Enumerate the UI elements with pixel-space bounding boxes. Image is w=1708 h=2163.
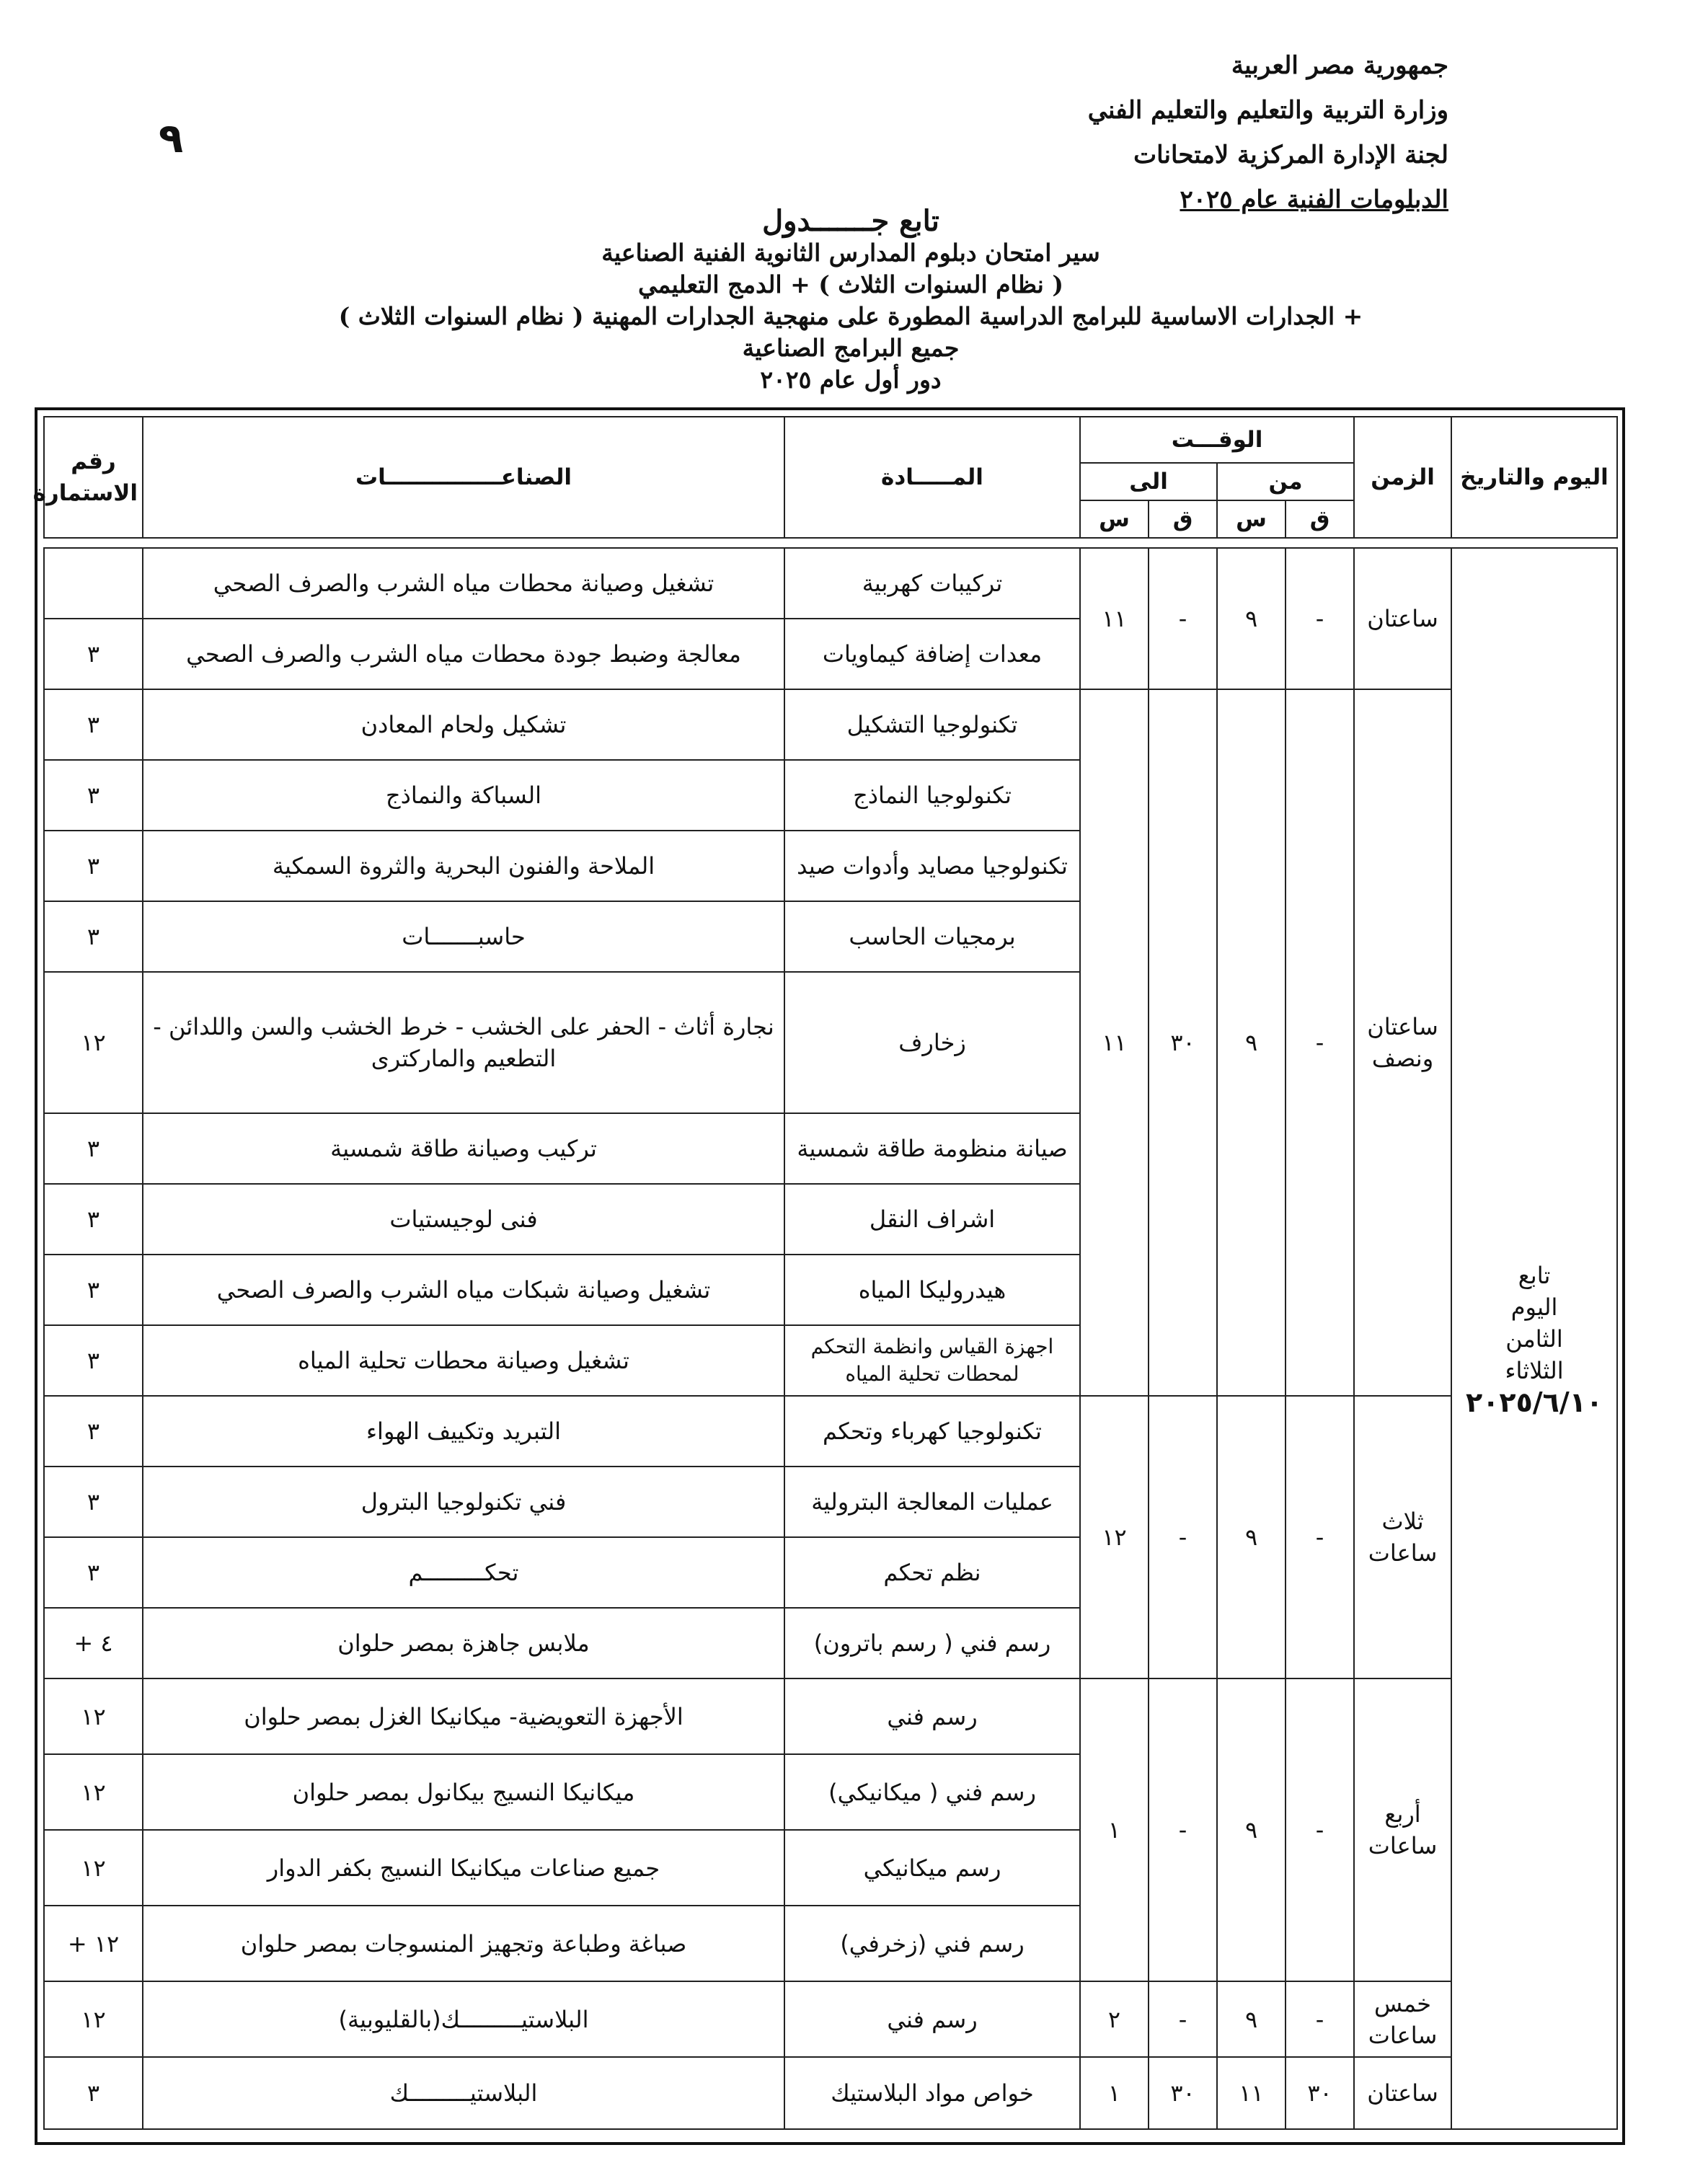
form-number-cell: ١٢ [44, 972, 143, 1113]
header-line: وزارة التربية والتعليم والتعليم الفني [1087, 96, 1448, 125]
industry-cell: نجارة أثاث - الحفر على الخشب - خرط الخشب والسن واللدائن - التطعيم والماركترى [143, 972, 784, 1113]
subject-cell: رسم فني [784, 1678, 1080, 1754]
subject-cell: هيدروليكا المياه [784, 1255, 1080, 1325]
title-line: دور أول عام ٢٠٢٥ [760, 366, 942, 394]
header-form-number: رقم الاستمارة [44, 417, 143, 538]
industry-cell: تشغيل وصيانة محطات تحلية المياه [143, 1325, 784, 1396]
day-date: ٢٠٢٥/٦/١٠ [1465, 1386, 1603, 1418]
form-number-cell: ٤ + [44, 1608, 143, 1678]
form-number-cell: ٣ [44, 1184, 143, 1255]
header-line: الدبلومات الفنية عام ٢٠٢٥ [1180, 185, 1448, 214]
from-minute-cell: - [1286, 1981, 1354, 2057]
to-minute-cell: - [1149, 1678, 1217, 1981]
industry-cell: تشكيل ولحام المعادن [143, 689, 784, 760]
industry-cell: فنى لوجيستيات [143, 1184, 784, 1255]
duration-cell: أربع ساعات [1354, 1678, 1451, 1981]
form-number-cell: ٣ [44, 901, 143, 972]
industry-cell: تركيب وصيانة طاقة شمسية [143, 1113, 784, 1184]
subject-cell: اجهزة القياس وانظمة التحكم لمحطات تحلية المياه [784, 1325, 1080, 1396]
day-line: اليوم [1510, 1293, 1558, 1321]
header-industries: الصناعـــــــــــــــات [143, 417, 784, 538]
duration-cell: خمس ساعات [1354, 1981, 1451, 2057]
to-hour-cell: ١١ [1080, 689, 1149, 1396]
title-line: سير امتحان دبلوم المدارس الثانوية الفنية الصناعية [601, 239, 1100, 267]
page-number: ٩ [159, 115, 184, 162]
form-number-cell: ٣ [44, 760, 143, 831]
to-hour-cell: ١ [1080, 1678, 1149, 1981]
to-hour-cell: ١٢ [1080, 1396, 1149, 1678]
industry-cell: فني تكنولوجيا البترول [143, 1467, 784, 1537]
header-to-minute: ق [1149, 500, 1217, 538]
header-to-hour: س [1080, 500, 1149, 538]
to-hour-cell: ٢ [1080, 1981, 1149, 2057]
form-number-cell: ٣ [44, 689, 143, 760]
subject-cell: عمليات المعالجة البترولية [784, 1467, 1080, 1537]
header-duration: الزمن [1354, 417, 1451, 538]
subject-cell: تركيبات كهربية [784, 548, 1080, 619]
from-minute-cell: ٣٠ [1286, 2057, 1354, 2129]
from-hour-cell: ١١ [1217, 2057, 1286, 2129]
from-minute-cell: - [1286, 689, 1354, 1396]
form-number-cell: ٣ [44, 1113, 143, 1184]
from-hour-cell: ٩ [1217, 1396, 1286, 1678]
industry-cell: معالجة وضبط جودة محطات مياه الشرب والصرف الصحي [143, 619, 784, 689]
form-number-cell: ٣ [44, 619, 143, 689]
header-separator [44, 538, 1617, 548]
subject-cell: تكنولوجيا مصايد وأدوات صيد [784, 831, 1080, 901]
header-line: لجنة الإدارة المركزية لامتحانات [1133, 141, 1448, 169]
from-hour-cell: ٩ [1217, 1981, 1286, 2057]
industry-cell: تشغيل وصيانة محطات مياه الشرب والصرف الصحي [143, 548, 784, 619]
to-hour-cell: ١ [1080, 2057, 1149, 2129]
form-number-cell: ٣ [44, 1467, 143, 1537]
form-number-cell: ٣ [44, 1537, 143, 1608]
industry-cell: البلاستيـــــــــك(بالقليوبية) [143, 1981, 784, 2057]
to-minute-cell: - [1149, 1981, 1217, 2057]
subject-cell: رسم ميكانيكي [784, 1830, 1080, 1906]
subject-cell: برمجيات الحاسب [784, 901, 1080, 972]
subject-cell: تكنولوجيا التشكيل [784, 689, 1080, 760]
subject-cell: رسم فني (زخرفي) [784, 1906, 1080, 1981]
to-minute-cell: ٣٠ [1149, 2057, 1217, 2129]
exam-schedule-table [32, 416, 1618, 2130]
form-number-cell: ١٢ [44, 1678, 143, 1754]
day-line: تابع [1518, 1261, 1551, 1289]
to-minute-cell: - [1149, 1396, 1217, 1678]
subject-cell: تكنولوجيا كهرباء وتحكم [784, 1396, 1080, 1467]
to-minute-cell: ٣٠ [1149, 689, 1217, 1396]
from-minute-cell: - [1286, 1678, 1354, 1981]
to-hour-cell: ١١ [1080, 548, 1149, 689]
header-from-minute: ق [1286, 500, 1354, 538]
form-number-cell: ٣ [44, 2057, 143, 2129]
form-number-cell: ٣ [44, 1255, 143, 1325]
document-title [288, 205, 1413, 396]
subject-cell: رسم فني ( ميكانيكي) [784, 1754, 1080, 1830]
form-number-cell: ٣ [44, 831, 143, 901]
header-from-hour: س [1217, 500, 1286, 538]
form-number-cell [44, 548, 143, 619]
industry-cell: البلاستيـــــــــك [143, 2057, 784, 2129]
subject-cell: رسم فني [784, 1981, 1080, 2057]
title-line: جميع البرامج الصناعية [742, 334, 960, 362]
industry-cell: تحكـــــــــم [143, 1537, 784, 1608]
header-line: جمهورية مصر العربية [1231, 51, 1448, 80]
subject-cell: زخارف [784, 972, 1080, 1113]
subject-cell: صيانة منظومة طاقة شمسية [784, 1113, 1080, 1184]
ministry-header [1088, 43, 1448, 222]
header-day: اليوم والتاريخ [1451, 417, 1617, 538]
industry-cell: حاسبـــــــات [143, 901, 784, 972]
day-line: الثلاثاء [1505, 1356, 1564, 1384]
subject-cell: نظم تحكم [784, 1537, 1080, 1608]
from-minute-cell: - [1286, 1396, 1354, 1678]
industry-cell: ميكانيكا النسيج بيكانول بمصر حلوان [143, 1754, 784, 1830]
industry-cell: التبريد وتكييف الهواء [143, 1396, 784, 1467]
industry-cell: تشغيل وصيانة شبكات مياه الشرب والصرف الصحي [143, 1255, 784, 1325]
industry-cell: ملابس جاهزة بمصر حلوان [143, 1608, 784, 1678]
form-number-cell: ٣ [44, 1396, 143, 1467]
from-hour-cell: ٩ [1217, 548, 1286, 689]
day-date-cell [1451, 548, 1617, 2129]
from-hour-cell: ٩ [1217, 689, 1286, 1396]
header-from: من [1217, 463, 1354, 500]
header-to: الى [1080, 463, 1217, 500]
industry-cell: جميع صناعات ميكانيكا النسيج بكفر الدوار [143, 1830, 784, 1906]
to-minute-cell: - [1149, 548, 1217, 689]
subject-cell: تكنولوجيا النماذج [784, 760, 1080, 831]
day-line: الثامن [1505, 1324, 1563, 1353]
duration-cell: ساعتان [1354, 2057, 1451, 2129]
form-number-cell: ٣ [44, 1325, 143, 1396]
form-number-cell: ١٢ [44, 1754, 143, 1830]
subject-cell: خواص مواد البلاستيك [784, 2057, 1080, 2129]
industry-cell: السباكة والنماذج [143, 760, 784, 831]
header-subject: المـــــادة [784, 417, 1080, 538]
subject-cell: اشراف النقل [784, 1184, 1080, 1255]
duration-cell: ثلاث ساعات [1354, 1396, 1451, 1678]
title-line: تابع جـــــــدول [762, 204, 939, 238]
subject-cell: معدات إضافة كيماويات [784, 619, 1080, 689]
from-minute-cell: - [1286, 548, 1354, 689]
industry-cell: الملاحة والفنون البحرية والثروة السمكية [143, 831, 784, 901]
industry-cell: الأجهزة التعويضية- ميكانيكا الغزل بمصر حلوان [143, 1678, 784, 1754]
duration-cell: ساعتان ونصف [1354, 689, 1451, 1396]
title-line: ( نظام السنوات الثلاث ) + الدمج التعليمي [638, 270, 1063, 298]
form-number-cell: ١٢ [44, 1830, 143, 1906]
title-line: + الجدارات الاساسية للبرامج الدراسية المطورة على منهجية الجدارات المهنية ( نظام السنوات الثلاث ) [338, 302, 1363, 330]
form-number-cell: ١٢ [44, 1981, 143, 2057]
form-number-cell: ١٢ + [44, 1906, 143, 1981]
from-hour-cell: ٩ [1217, 1678, 1286, 1981]
industry-cell: صباغة وطباعة وتجهيز المنسوجات بمصر حلوان [143, 1906, 784, 1981]
subject-cell: رسم فني ( رسم باترون) [784, 1608, 1080, 1678]
duration-cell: ساعتان [1354, 548, 1451, 689]
header-time: الوقـــت [1080, 417, 1354, 463]
